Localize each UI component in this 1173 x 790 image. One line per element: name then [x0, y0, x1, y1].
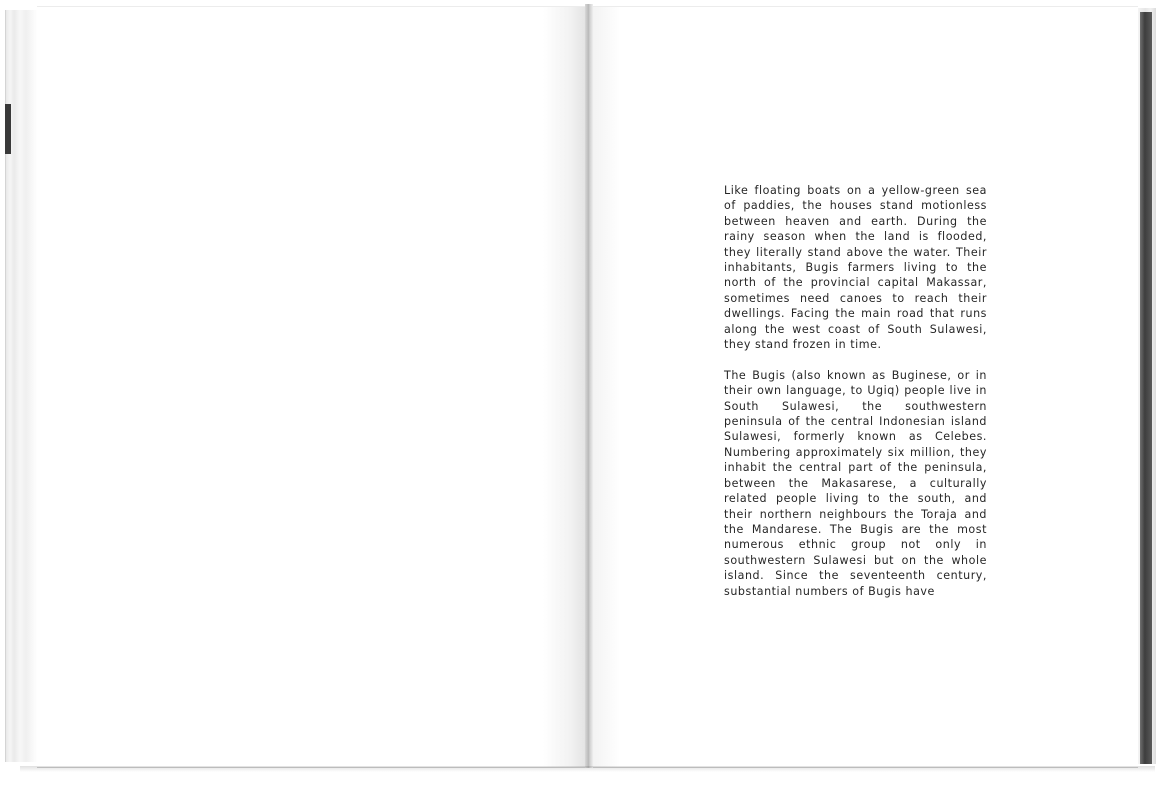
back-cover-edge — [1140, 12, 1152, 764]
paragraph-1: Like floating boats on a yellow-green sea of paddies, the houses stand motionless between heaven and earth. During the rainy season when the land is flooded, they literally stand above the water. Their inhabitants, Bugis farmers living to the north of the provincial capital Makassar, sometimes need canoes to reach their dwellings. Facing the main road that runs along the west coast of South Sulawesi, they stand frozen in time. — [724, 184, 987, 352]
body-text — [724, 183, 987, 614]
book-shadow — [20, 766, 1155, 772]
bookmark-ribbon — [5, 104, 11, 154]
paragraph-2: The Bugis (also known as Buginese, or in their own language, to Ugiq) people live in South Sulawesi, the southwestern peninsula of the central Indonesian island Sulawesi, formerly known as Celebes. Numbering approximately six million, they inhabit the central part of the peninsula, between the Makasarese, a culturally related people living to the south, and their northern neighbours the Toraja and the Mandarese. The Bugis are the most numerous ethnic group not only in southwestern Sulawesi but on the whole island. Since the seventeenth century, substantial numbers of Bugis have — [724, 368, 987, 598]
book-gutter — [585, 4, 593, 768]
left-page-blank — [37, 6, 587, 768]
